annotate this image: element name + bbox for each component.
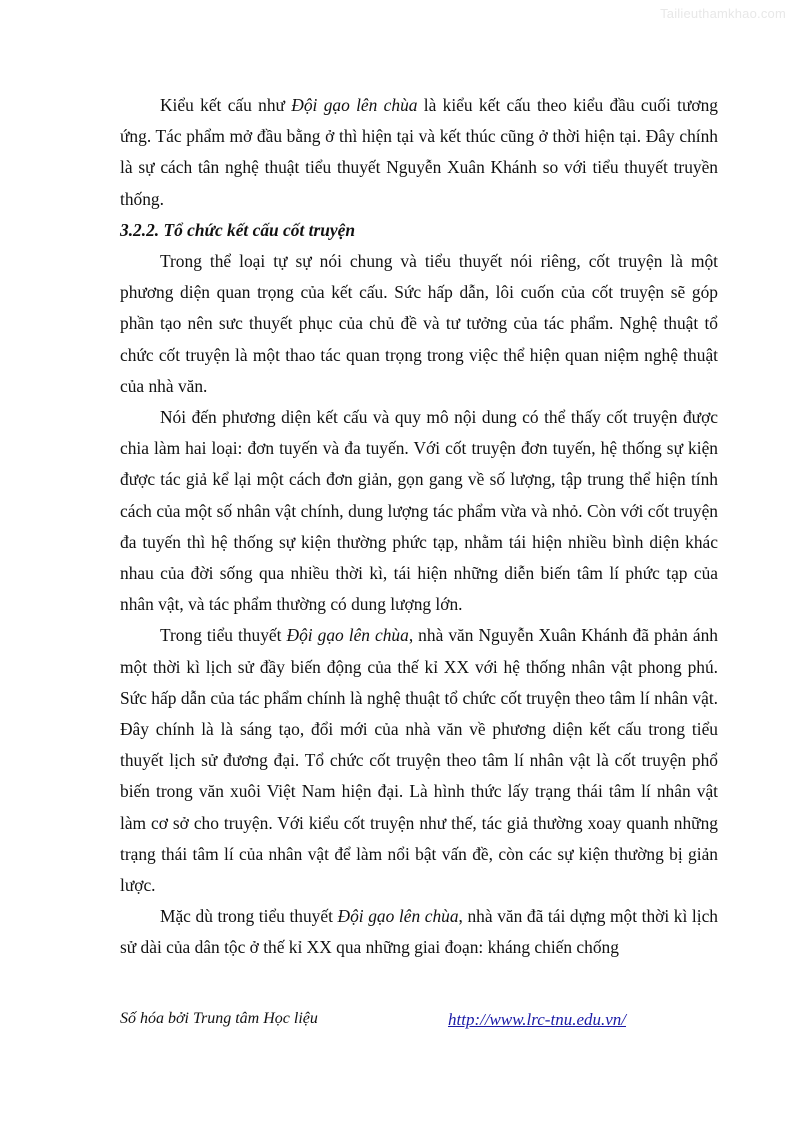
paragraph-text: Mặc dù trong tiểu thuyết	[160, 906, 338, 927]
book-title: Đội gạo lên chùa	[291, 95, 418, 115]
paragraph-5	[120, 901, 718, 963]
book-title: Đội gạo lên chùa	[337, 906, 459, 927]
footer-credit: Số hóa bởi Trung tâm Học liệu	[120, 1010, 318, 1027]
watermark: Tailieuthamkhao.com	[660, 6, 786, 21]
paragraph-text: , nhà văn Nguyễn Xuân Khánh đã phản ánh một thời kì lịch sử đầy biến động của thế kỉ XX với hệ thống nhân vật phong phú. Sức hấp dẫn của tác phẩm chính là nghệ thuật tổ chức cốt truyện theo tâm lí nhân vật. Đây chính là là sáng tạo, đổi mới của nhà văn về phương diện kết cấu trong tiểu thuyết lịch sử đương đại. Tổ chức cốt truyện theo tâm lí nhân vật là cốt truyện phổ biến trong văn xuôi Việt Nam hiện đại. Là hình thức lấy trạng thái tâm lí nhân vật làm cơ sở cho truyện. Với kiểu cốt truyện như thế, tác giả thường xoay quanh những trạng thái tâm lí của nhân vật để làm nổi bật vấn đề, còn các sự kiện thường bị giản lược.	[120, 625, 718, 896]
paragraph-text: , nhà văn đã tái dựng một thời kì lịch sử dài của dân tộc ở thế kỉ XX qua những giai đoạn: kháng chiến chống	[120, 906, 718, 958]
paragraph-1	[120, 90, 718, 215]
paragraph-4	[120, 620, 718, 901]
book-title: Đội gạo lên chùa	[286, 625, 409, 646]
paragraph-3: Nói đến phương diện kết cấu và quy mô nội dung có thể thấy cốt truyện được chia làm hai loại: đơn tuyến và đa tuyến. Với cốt truyện đơn tuyến, hệ thống sự kiện được tác giả kể lại một cách đơn giản, gọn gang về số lượng, tập trung thể hiện tính cách của một số nhân vật chính, dung lượng tác phẩm vừa và nhỏ. Còn với cốt truyện đa tuyến thì hệ thống sự kiện thường phức tạp, nhằm tái hiện nhiều bình diện khác nhau của đời sống qua nhiều thời kì, tái hiện những diễn biến tâm lí phức tạp của nhân vật, và tác phẩm thường có dung lượng lớn.	[120, 407, 718, 615]
footer-link[interactable]: http://www.lrc-tnu.edu.vn/	[448, 1010, 627, 1029]
paragraph-text: Kiểu kết cấu như	[160, 95, 292, 115]
paragraph-text: Trong tiểu thuyết	[160, 625, 287, 646]
document-body	[120, 90, 718, 964]
paragraph-2: Trong thể loại tự sự nói chung và tiểu thuyết nói riêng, cốt truyện là một phương diện quan trọng của kết cấu. Sức hấp dẫn, lôi cuốn của cốt truyện sẽ góp phần tạo nên sưc thuyết phục của chủ đề và tư tưởng của tác phẩm. Nghệ thuật tổ chức cốt truyện là một thao tác quan trọng trong việc thể hiện quan niệm nghệ thuật của nhà văn.	[120, 251, 718, 396]
section-heading: 3.2.2. Tổ chức kết cấu cốt truyện	[120, 219, 356, 240]
paragraph-text: là kiểu kết cấu theo kiểu đầu cuối tương ứng. Tác phẩm mở đầu bằng ở thì hiện tại và kết thúc cũng ở thời hiện tại. Đây chính là sự cách tân nghệ thuật tiểu thuyết Nguyễn Xuân Khánh so với tiểu thuyết truyền thống.	[120, 95, 718, 209]
